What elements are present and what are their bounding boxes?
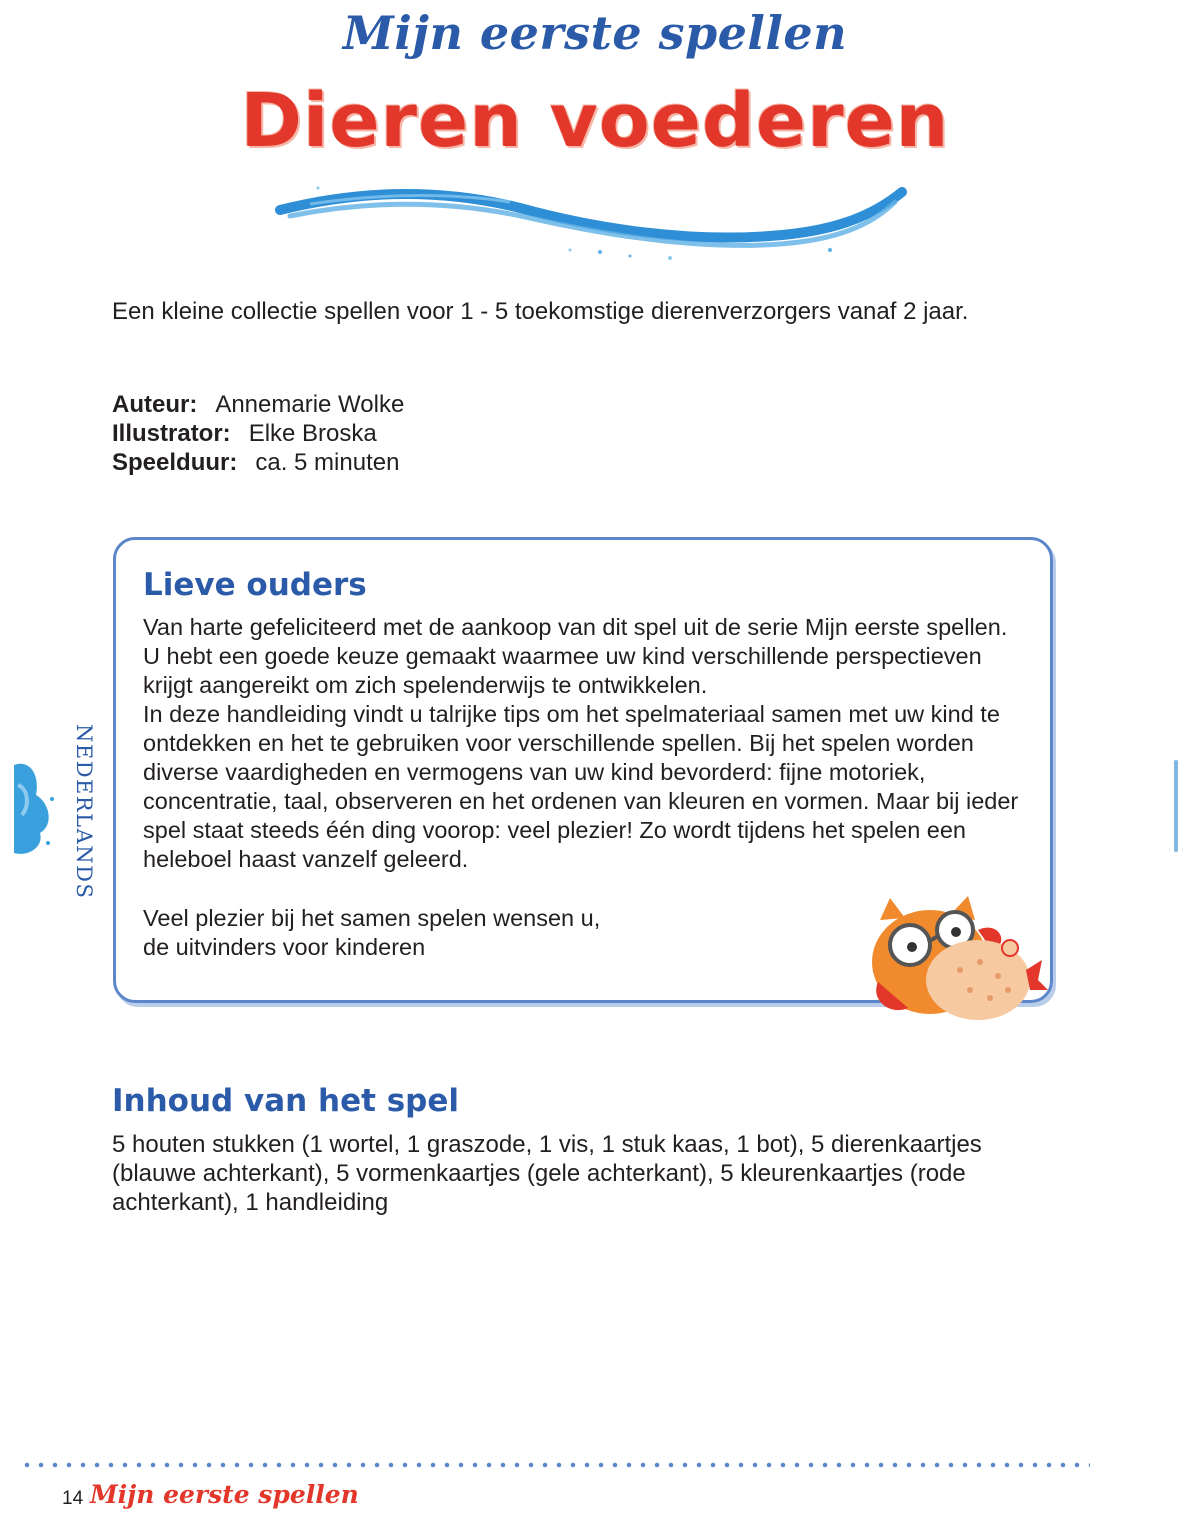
credit-value: Elke Broska [248, 420, 377, 447]
intro-text: Een kleine collectie spellen voor 1 - 5 toekomstige dierenverzorgers vanaf 2 jaar. [112, 298, 969, 325]
language-side-label: NEDERLANDS [72, 724, 96, 900]
credit-illustrator [112, 419, 404, 448]
credit-author [112, 390, 404, 419]
credit-value: Annemarie Wolke [215, 391, 405, 418]
credits [112, 390, 404, 477]
credit-label: Speelduur: [112, 449, 238, 476]
contents-heading: Inhoud van het spel [112, 1083, 460, 1119]
page-number: 14 [62, 1488, 84, 1509]
parents-paragraph: Van harte gefeliciteerd met de aankoop van dit spel uit de serie Mijn eerste spellen. [143, 614, 1008, 640]
page-title: Dieren voederen [240, 78, 950, 164]
parents-paragraph: U hebt een goede keuze gemaakt waarmee uw kind verschillende perspectieven krijgt aangereikt om zich spelenderwijs te ontwikkelen. [143, 643, 982, 698]
credit-duration [112, 448, 404, 477]
right-edge-marker [1174, 760, 1178, 852]
contents-text: 5 houten stukken (1 wortel, 1 graszode, 1 vis, 1 stuk kaas, 1 bot), 5 dierenkaartjes (blauwe achterkant), 5 vormenkaartjes (gele achterkant), 5 kleurenkaartjes (rode achterkant), 1 handleiding [112, 1131, 982, 1216]
parents-signoff [143, 904, 600, 962]
blue-splash-decoration [10, 755, 60, 865]
signoff-line: Veel plezier bij het samen spelen wensen u, [143, 905, 601, 931]
wave-brush-decoration [270, 180, 910, 270]
credit-label: Auteur: [112, 391, 198, 418]
signoff-line: de uitvinders voor kinderen [143, 934, 426, 960]
series-title: Mijn eerste spellen [342, 6, 848, 60]
parents-heading: Lieve ouders [143, 567, 367, 603]
owl-mascot-icon [860, 890, 1050, 1025]
credit-label: Illustrator: [112, 420, 231, 447]
parents-text [143, 613, 1033, 874]
dotted-divider [20, 1462, 1090, 1468]
footer-brand: Mijn eerste spellen [90, 1480, 359, 1509]
credit-value: ca. 5 minuten [255, 449, 400, 476]
parents-paragraph: In deze handleiding vindt u talrijke tips om het spelmateriaal samen met uw kind te ontdekken en het te gebruiken voor verschillende spellen. Bij het spelen worden diverse vaardigheden en vermogens van uw kind bevorderd: fijne motoriek, concentratie, taal, observeren en het ordenen van kleuren en vormen. Maar bij ieder spel staat steeds één ding voorop: veel plezier! Zo wordt tijdens het spelen een heleboel haast vanzelf geleerd. [143, 701, 1019, 872]
